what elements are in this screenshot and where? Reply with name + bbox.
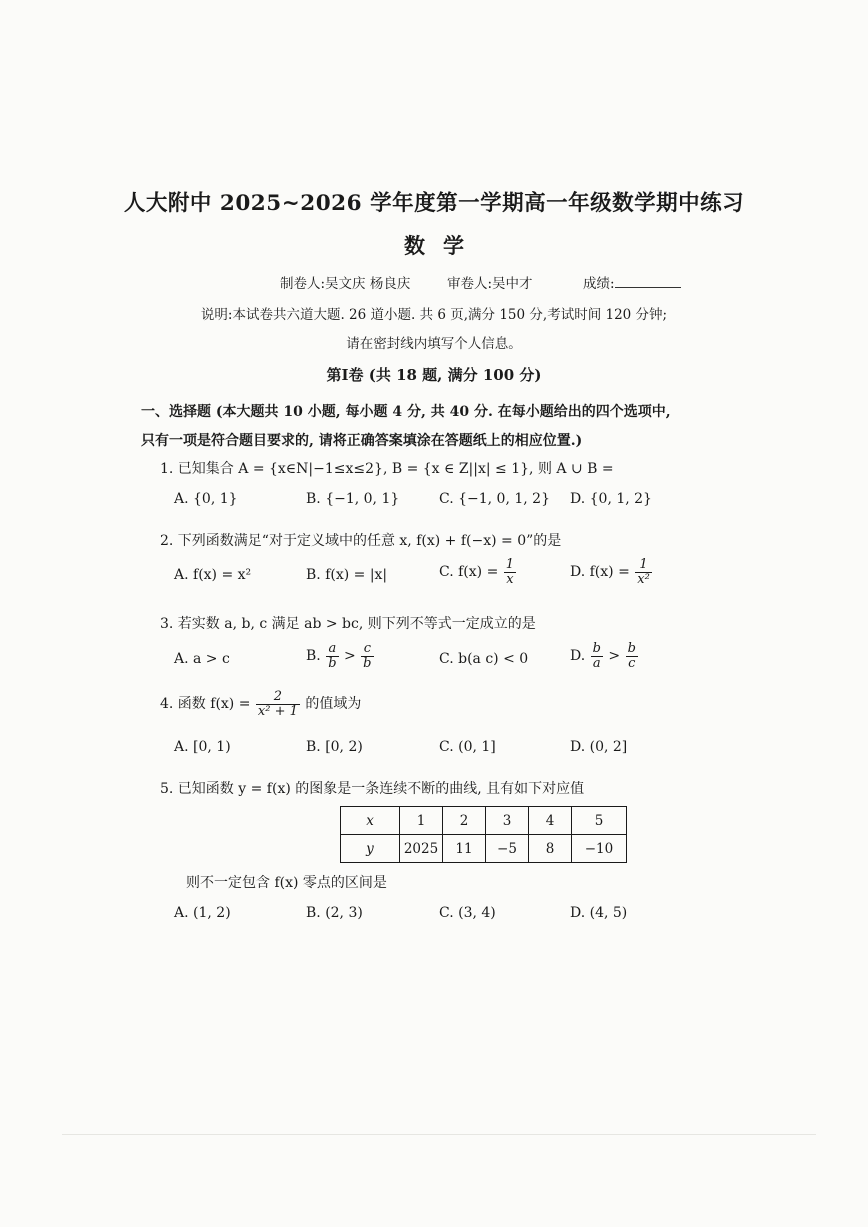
q1-option-d[interactable]: D. {0, 1, 2} — [570, 491, 652, 507]
q4-option-d[interactable]: D. (0, 2] — [570, 739, 628, 755]
q5-option-c[interactable]: C. (3, 4) — [439, 905, 496, 921]
fraction-numerator: a — [326, 642, 338, 657]
fraction-denominator: b — [363, 655, 372, 671]
q3-option-c[interactable]: C. b(a c) < 0 — [439, 651, 529, 667]
reviewer-label: 审卷人:吴中才 — [447, 276, 533, 292]
fraction-denominator: x² + 1 — [257, 703, 298, 719]
table-cell: 8 — [529, 835, 572, 863]
subject-title: 数学 — [404, 233, 482, 258]
table-cell: 4 — [529, 807, 572, 835]
page-divider — [62, 1134, 816, 1135]
author-label: 制卷人:吴文庆 杨良庆 — [280, 276, 411, 292]
question-5-follow: 则不一定包含 f(x) 零点的区间是 — [186, 875, 387, 891]
score-field[interactable] — [583, 272, 681, 292]
table-header-x: x — [341, 807, 400, 835]
score-label: 成绩: — [583, 276, 615, 292]
fraction-denominator: x — [506, 571, 514, 587]
q5-option-d[interactable]: D. (4, 5) — [570, 905, 628, 921]
q1-option-c[interactable]: C. {−1, 0, 1, 2} — [439, 491, 550, 507]
q3-option-b-fraction-1 — [326, 642, 338, 670]
table-cell: 2025 — [400, 835, 443, 863]
q3-option-d-label: D. — [570, 648, 590, 665]
q4-fraction — [256, 690, 300, 718]
table-row-y — [341, 835, 627, 863]
q3-option-d[interactable] — [570, 642, 639, 670]
fraction-numerator: 1 — [635, 558, 652, 573]
fraction-denominator: b — [328, 655, 337, 671]
table-cell: 11 — [443, 835, 486, 863]
q3-option-d-fraction-1 — [591, 642, 603, 670]
q2-option-c-label: C. f(x) = — [439, 564, 503, 581]
q2-option-d-label: D. f(x) = — [570, 564, 635, 581]
score-blank[interactable] — [615, 273, 681, 288]
table-cell: −10 — [572, 835, 627, 863]
q3-option-b-label: B. — [306, 648, 326, 665]
table-header-y: y — [341, 835, 400, 863]
q4-option-a[interactable]: A. [0, 1) — [174, 739, 231, 755]
q3-option-b[interactable] — [306, 642, 375, 670]
q2-option-a[interactable]: A. f(x) = x² — [174, 567, 252, 583]
table-cell: 5 — [572, 807, 627, 835]
q2-option-d-fraction — [635, 558, 652, 586]
q2-option-b[interactable]: B. f(x) = |x| — [306, 567, 388, 583]
question-5-stem: 5. 已知函数 y = f(x) 的图象是一条连续不断的曲线, 且有如下对应值 — [160, 781, 585, 797]
fraction-denominator: c — [628, 655, 636, 671]
table-cell: 3 — [486, 807, 529, 835]
q1-option-b[interactable]: B. {−1, 0, 1} — [306, 491, 400, 507]
fraction-numerator: c — [361, 642, 373, 657]
q3-option-b-fraction-2 — [361, 642, 373, 670]
table-row-x — [341, 807, 627, 835]
question-1-stem: 1. 已知集合 A = {x∈N|−1≤x≤2}, B = {x ∈ Z||x| ≤ 1}, 则 A ∪ B = — [160, 461, 614, 477]
instructions: 说明:本试卷共六道大题. 26 道小题. 共 6 页,满分 150 分,考试时间 120 分钟; — [200, 307, 668, 323]
q2-option-c-fraction — [504, 558, 516, 586]
table-cell: 1 — [400, 807, 443, 835]
fraction-denominator: a — [592, 655, 601, 671]
question-4-stem — [160, 690, 361, 718]
q4-option-b[interactable]: B. [0, 2) — [306, 739, 363, 755]
exam-title: 人大附中 2025~2026 学年度第一学期高一年级数学期中练习 — [123, 191, 745, 216]
q2-option-c[interactable] — [439, 558, 517, 586]
greater-than-sign: > — [608, 648, 621, 665]
q4-stem-post: 的值域为 — [300, 696, 362, 713]
fraction-numerator: b — [592, 641, 601, 656]
q3-option-d-fraction-2 — [626, 642, 638, 670]
section-heading: 一、选择题 (本大题共 10 小题, 每小题 4 分, 共 40 分. 在每小题给出的四个选项中, 只有一项是符合题目要求的, 请将正确答案填涂在答题纸上的相应位置.) — [141, 404, 671, 449]
q4-stem-pre: 4. 函数 f(x) = — [160, 696, 255, 713]
question-3-stem: 3. 若实数 a, b, c 满足 ab > bc, 则下列不等式一定成立的是 — [160, 616, 536, 632]
table-cell: 2 — [443, 807, 486, 835]
greater-than-sign: > — [343, 648, 356, 665]
q5-option-b[interactable]: B. (2, 3) — [306, 905, 363, 921]
value-table — [340, 806, 627, 863]
q1-option-a[interactable]: A. {0, 1} — [174, 491, 238, 507]
table-cell: −5 — [486, 835, 529, 863]
q2-option-d[interactable] — [570, 558, 653, 586]
part-heading: 第Ⅰ卷 (共 18 题, 满分 100 分) — [326, 366, 542, 384]
q3-option-a[interactable]: A. a > c — [174, 651, 230, 667]
fraction-numerator: 2 — [256, 690, 300, 705]
fraction-denominator: x² — [637, 571, 650, 587]
instructions-2: 请在密封线内填写个人信息。 — [346, 336, 522, 352]
question-2-stem: 2. 下列函数满足“对于定义域中的任意 x, f(x) + f(−x) = 0”的是 — [160, 533, 562, 549]
fraction-numerator: b — [627, 641, 636, 656]
q5-option-a[interactable]: A. (1, 2) — [174, 905, 231, 921]
fraction-numerator: 1 — [505, 557, 515, 572]
q4-option-c[interactable]: C. (0, 1] — [439, 739, 496, 755]
